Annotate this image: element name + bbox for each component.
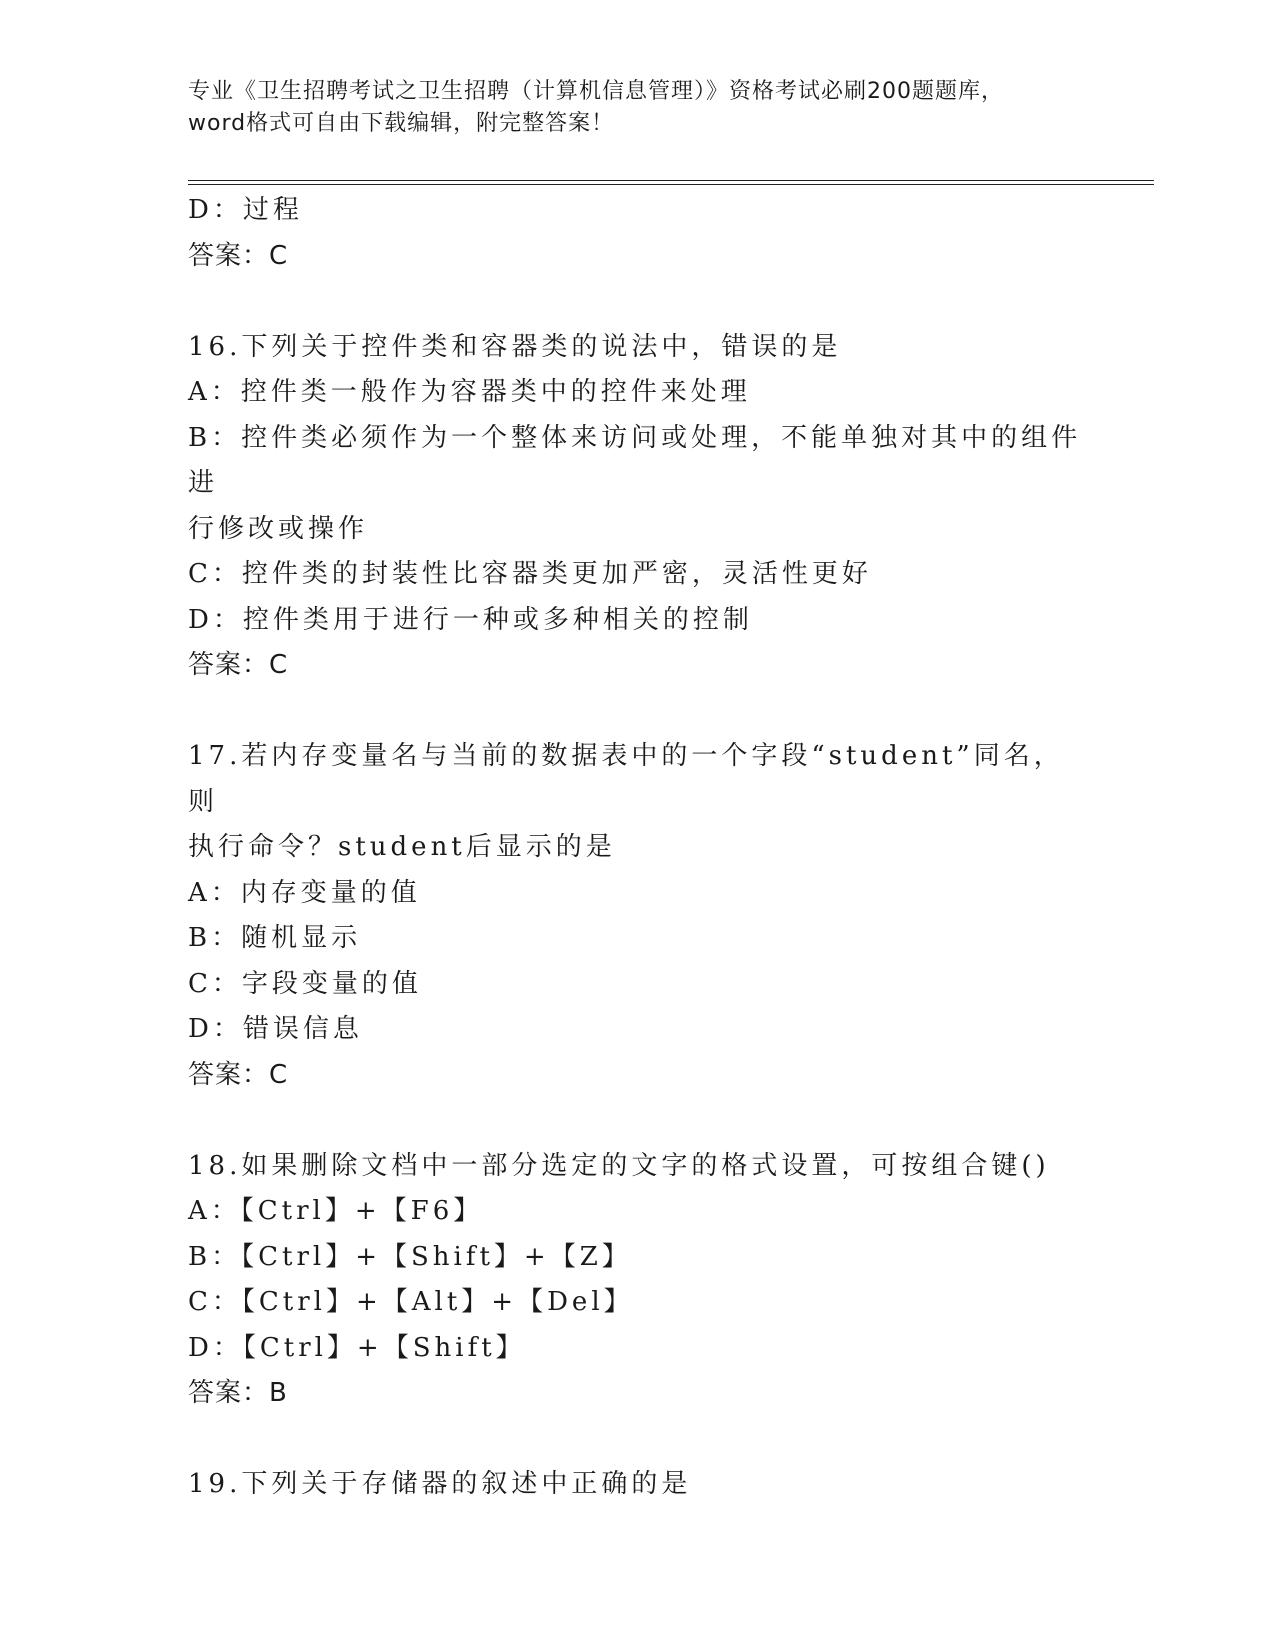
option-c: C：字段变量的值 (188, 968, 422, 999)
question-15-tail (188, 188, 1088, 279)
question-19 (188, 1462, 1088, 1508)
spacer (188, 1098, 1088, 1144)
answer: 答案：C (188, 1059, 289, 1090)
option-d: D：过程 (188, 195, 303, 225)
option-c: C：控件类的封装性比容器类更加严密，灵活性更好 (188, 559, 872, 589)
header-line-2: word格式可自由下载编辑，附完整答案！ (188, 111, 615, 136)
spacer (188, 1417, 1088, 1463)
answer: 答案：C (188, 650, 289, 680)
document-body (188, 188, 1088, 1508)
question-16 (188, 325, 1088, 689)
option-d: D：控件类用于进行一种或多种相关的控制 (188, 604, 753, 635)
option-a: A：内存变量的值 (188, 877, 421, 908)
question-stem: 18.如果删除文档中一部分选定的文字的格式设置，可按组合键() (188, 1150, 1050, 1181)
option-a: A：控件类一般作为容器类中的控件来处理 (188, 377, 751, 407)
option-b: B：【Ctrl】+【Shift】+【Z】 (188, 1241, 632, 1272)
option-b: B：随机显示 (188, 923, 362, 953)
question-stem: 16.下列关于控件类和容器类的说法中，错误的是 (188, 331, 842, 362)
question-18 (188, 1144, 1088, 1417)
answer: 答案：B (188, 1378, 288, 1408)
answer: 答案：C (188, 240, 289, 271)
question-stem: 17.若内存变量名与当前的数据表中的一个字段“student”同名，则 (188, 741, 1064, 817)
spacer (188, 279, 1088, 325)
spacer (188, 689, 1088, 735)
option-b: B：控件类必须作为一个整体来访问或处理，不能单独对其中的组件进 (188, 422, 1082, 498)
option-b-continued: 行修改或操作 (188, 513, 369, 544)
header-line-1: 专业《卫生招聘考试之卫生招聘（计算机信息管理）》资格考试必刷200题题库， (188, 79, 1004, 104)
question-stem-continued: 执行命令？student后显示的是 (188, 832, 616, 862)
option-d: D：【Ctrl】+【Shift】 (188, 1332, 526, 1363)
question-stem: 19.下列关于存储器的叙述中正确的是 (188, 1469, 692, 1499)
page-header (188, 76, 1088, 140)
question-17 (188, 734, 1088, 1098)
option-a: A：【Ctrl】+【F6】 (188, 1196, 484, 1226)
option-d: D：错误信息 (188, 1014, 363, 1044)
header-double-rule (188, 180, 1154, 185)
option-c: C：【Ctrl】+【Alt】+【Del】 (188, 1287, 634, 1317)
